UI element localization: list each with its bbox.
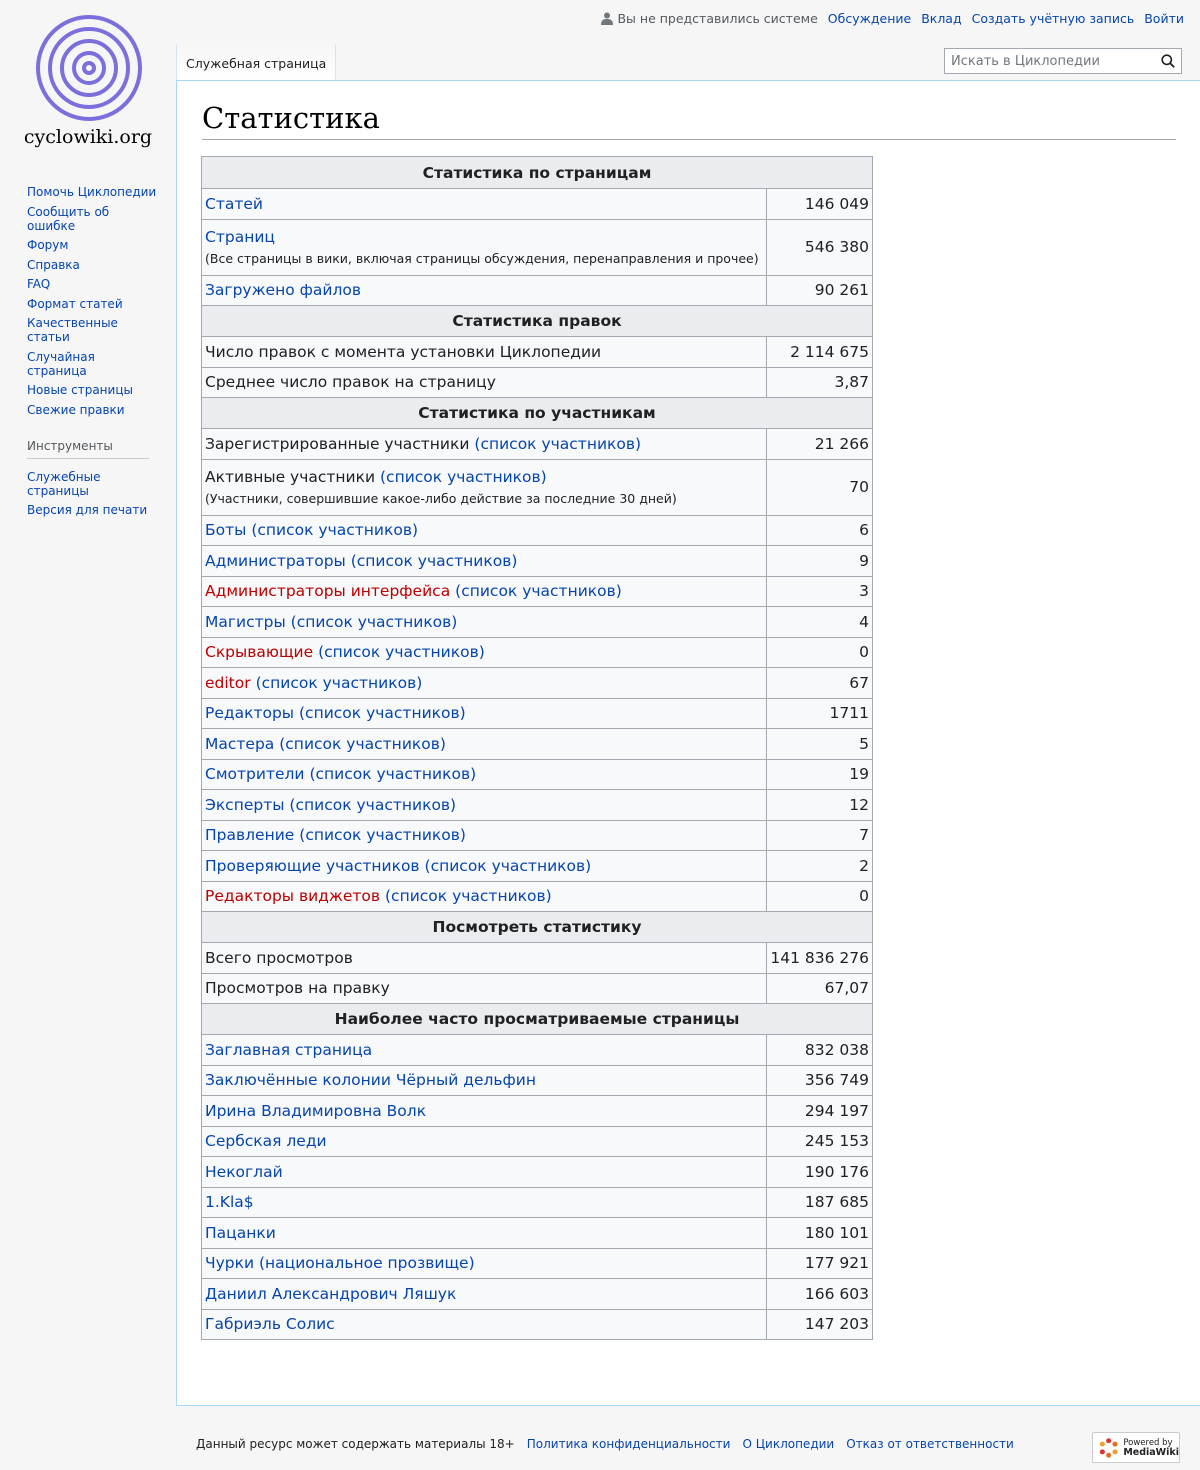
spiral-logo-icon <box>34 8 144 126</box>
table-row <box>202 515 873 546</box>
group-editors-link[interactable]: Редакторы <box>205 704 295 723</box>
sidebar-item-printable-version[interactable]: Версия для печати <box>27 503 148 517</box>
group-suppressors-link[interactable]: Скрывающие <box>205 643 314 662</box>
views-total-label: Всего просмотров <box>202 943 767 974</box>
files-count: 90 261 <box>767 275 873 306</box>
group-masters-count: 4 <box>767 607 873 638</box>
edits-total-label: Число правок с момента установки Циклопедии <box>202 337 767 368</box>
sidebar-item-forum[interactable]: Форум <box>27 238 69 252</box>
group-masters-link[interactable]: Магистры <box>205 612 286 631</box>
group-experts-link[interactable]: Эксперты <box>205 795 285 814</box>
sidebar-navigation <box>27 185 157 417</box>
group-admins-count: 9 <box>767 546 873 577</box>
personal-tools <box>601 11 1184 26</box>
mediawiki-flower-icon <box>1098 1437 1119 1459</box>
group-experts-list-link[interactable]: (список участников) <box>289 795 457 814</box>
group-suppressors-count: 0 <box>767 637 873 668</box>
table-row <box>202 546 873 577</box>
section-header-views: Посмотреть статистику <box>202 912 873 943</box>
group-editors-count: 1711 <box>767 698 873 729</box>
active-count: 70 <box>767 459 873 515</box>
table-row <box>202 1126 873 1157</box>
group-craftsmen-link[interactable]: Мастера <box>205 734 275 753</box>
group-editor-count: 67 <box>767 668 873 699</box>
sidebar-item-new-pages[interactable]: Новые страницы <box>27 383 133 397</box>
table-row <box>202 337 873 368</box>
table-row <box>202 367 873 398</box>
pages-count: 546 380 <box>767 219 873 275</box>
footer-notice: Данный ресурс может содержать материалы 18+ <box>196 1437 515 1451</box>
group-board-list-link[interactable]: (список участников) <box>299 826 466 845</box>
group-craftsmen-count: 5 <box>767 729 873 760</box>
group-widget-editors-count: 0 <box>767 881 873 912</box>
popular-page-link[interactable]: Даниил Александрович Ляшук <box>205 1284 457 1303</box>
pages-note: (Все страницы в вики, включая страницы обсуждения, перенаправления и прочее) <box>205 251 759 266</box>
sidebar-tools <box>27 470 157 518</box>
table-row <box>202 1065 873 1096</box>
table-row <box>202 668 873 699</box>
views-per-edit-value: 67,07 <box>767 973 873 1004</box>
table-row <box>202 790 873 821</box>
sidebar-item-report-error[interactable]: Сообщить об ошибке <box>27 204 110 233</box>
popular-page-views: 356 749 <box>767 1065 873 1096</box>
contributions-link[interactable]: Вклад <box>921 11 962 26</box>
popular-page-views: 166 603 <box>767 1279 873 1310</box>
table-row <box>202 1279 873 1310</box>
popular-page-views: 180 101 <box>767 1218 873 1249</box>
table-row <box>202 275 873 306</box>
group-editor-list-link[interactable]: (список участников) <box>255 673 423 692</box>
sidebar-item-special-pages[interactable]: Служебные страницы <box>27 469 101 498</box>
group-bots-link[interactable]: Боты <box>205 521 247 540</box>
popular-page-views: 832 038 <box>767 1035 873 1066</box>
table-row <box>202 576 873 607</box>
table-row <box>202 1218 873 1249</box>
popular-page-link[interactable]: Габриэль Солис <box>205 1315 335 1334</box>
about-link[interactable]: О Циклопедии <box>742 1437 835 1451</box>
site-logo[interactable] <box>0 0 176 160</box>
statistics-table <box>201 156 873 1340</box>
section-header-users: Статистика по участникам <box>202 398 873 429</box>
anon-status-text: Вы не представились системе <box>617 11 818 26</box>
group-interface-admins-count: 3 <box>767 576 873 607</box>
sidebar-item-help-cyclopedia[interactable]: Помочь Циклопедии <box>27 185 157 199</box>
registered-label: Зарегистрированные участники <box>205 434 470 453</box>
group-admins-list-link[interactable]: (список участников) <box>350 551 518 570</box>
powered-by-line1: Powered by <box>1123 1437 1173 1448</box>
views-per-edit-label: Просмотров на правку <box>202 973 767 1004</box>
table-row <box>202 729 873 760</box>
group-checkusers-list-link[interactable]: (список участников) <box>424 856 592 875</box>
popular-page-link[interactable]: Некоглай <box>205 1162 283 1181</box>
popular-page-views: 190 176 <box>767 1157 873 1188</box>
group-wardens-link[interactable]: Смотрители <box>205 765 305 784</box>
sidebar-item-faq[interactable]: FAQ <box>27 277 51 291</box>
views-total-count: 141 836 276 <box>767 943 873 974</box>
disclaimer-link[interactable]: Отказ от ответственности <box>846 1437 1014 1451</box>
group-craftsmen-list-link[interactable]: (список участников) <box>279 734 446 753</box>
group-interface-admins-list-link[interactable]: (список участников) <box>455 582 622 601</box>
table-row <box>202 429 873 460</box>
group-suppressors-list-link[interactable]: (список участников) <box>318 643 485 662</box>
section-header-popular: Наиболее часто просматриваемые страницы <box>202 1004 873 1035</box>
table-row <box>202 1187 873 1218</box>
registered-list-link[interactable]: (список участников) <box>474 434 642 453</box>
sidebar-item-article-format[interactable]: Формат статей <box>27 296 123 311</box>
tools-heading: Инструменты <box>27 439 149 459</box>
group-wardens-count: 19 <box>767 759 873 790</box>
table-row <box>202 1096 873 1127</box>
table-row <box>202 759 873 790</box>
group-widget-editors-list-link[interactable]: (список участников) <box>385 887 552 906</box>
group-wardens-list-link[interactable]: (список участников) <box>309 765 477 784</box>
table-row <box>202 820 873 851</box>
registered-count: 21 266 <box>767 429 873 460</box>
group-checkusers-count: 2 <box>767 851 873 882</box>
table-row <box>202 851 873 882</box>
popular-page-link[interactable]: Заглавная страница <box>205 1040 373 1059</box>
search-input[interactable] <box>945 49 1157 73</box>
group-experts-count: 12 <box>767 790 873 821</box>
search-box <box>944 48 1182 74</box>
pages-link[interactable]: Страниц <box>205 228 275 246</box>
powered-by-text <box>1123 1439 1179 1457</box>
table-row <box>202 459 873 515</box>
edits-total-count: 2 114 675 <box>767 337 873 368</box>
table-row <box>202 1309 873 1340</box>
articles-count: 146 049 <box>767 189 873 220</box>
active-note: (Участники, совершившие какое-либо действие за последние 30 дней) <box>205 491 677 506</box>
page-title: Статистика <box>202 101 1176 140</box>
table-row <box>202 1035 873 1066</box>
sidebar-item-random-page[interactable]: Случайная страница <box>27 349 95 378</box>
powered-by-mediawiki-badge[interactable] <box>1092 1432 1180 1463</box>
search-icon[interactable] <box>1161 54 1175 68</box>
talk-link[interactable]: Обсуждение <box>827 11 912 26</box>
privacy-policy-link[interactable]: Политика конфиденциальности <box>526 1437 731 1451</box>
table-row <box>202 698 873 729</box>
popular-page-link[interactable]: Пацанки <box>205 1223 276 1242</box>
create-account-link[interactable]: Создать учётную запись <box>971 11 1135 26</box>
popular-page-views: 147 203 <box>767 1309 873 1340</box>
powered-by-line2: MediaWiki <box>1123 1446 1179 1458</box>
group-admins-link[interactable]: Администраторы <box>205 551 346 570</box>
sidebar-item-quality-articles[interactable]: Качественные статьи <box>27 316 118 344</box>
table-row <box>202 607 873 638</box>
section-header-pages: Статистика по страницам <box>202 157 873 189</box>
popular-page-link[interactable]: Сербская леди <box>205 1132 327 1151</box>
active-list-link[interactable]: (список участников) <box>380 468 547 486</box>
footer <box>196 1437 1014 1451</box>
edits-avg-value: 3,87 <box>767 367 873 398</box>
edits-avg-label: Среднее число правок на страницу <box>202 367 767 398</box>
popular-page-views: 245 153 <box>767 1126 873 1157</box>
popular-page-views: 187 685 <box>767 1187 873 1218</box>
table-row <box>202 943 873 974</box>
table-row <box>202 189 873 220</box>
logo-text: cyclowiki.org <box>23 126 153 148</box>
group-widget-editors-link[interactable]: Редакторы виджетов <box>205 887 381 906</box>
tab-special-page[interactable]: Служебная страница <box>176 44 336 80</box>
content-area <box>176 80 1200 1406</box>
sidebar-item-recent-changes[interactable]: Свежие правки <box>27 402 125 417</box>
table-row <box>202 881 873 912</box>
group-masters-list-link[interactable]: (список участников) <box>290 612 458 631</box>
group-checkusers-link[interactable]: Проверяющие участников <box>205 856 420 875</box>
anon-status <box>601 11 817 26</box>
login-link[interactable]: Войти <box>1144 11 1184 26</box>
files-link[interactable]: Загружено файлов <box>205 281 361 300</box>
popular-page-link[interactable]: Чурки (национальное прозвище) <box>205 1254 475 1273</box>
table-row <box>202 1157 873 1188</box>
sidebar <box>27 185 157 523</box>
popular-page-link[interactable]: Заключённые колонии Чёрный дельфин <box>205 1071 536 1090</box>
group-editors-list-link[interactable]: (список участников) <box>299 704 466 723</box>
group-board-link[interactable]: Правление <box>205 826 295 845</box>
popular-page-views: 177 921 <box>767 1248 873 1279</box>
popular-page-views: 294 197 <box>767 1096 873 1127</box>
group-editor-link[interactable]: editor <box>205 673 251 692</box>
group-bots-list-link[interactable]: (список участников) <box>251 521 419 540</box>
popular-page-link[interactable]: Ирина Владимировна Волк <box>205 1101 427 1120</box>
table-row <box>202 637 873 668</box>
table-row <box>202 973 873 1004</box>
user-icon <box>601 12 613 25</box>
table-row <box>202 219 873 275</box>
group-interface-admins-link[interactable]: Администраторы интерфейса <box>205 582 451 601</box>
popular-page-link[interactable]: 1.Kla$ <box>205 1193 254 1212</box>
group-board-count: 7 <box>767 820 873 851</box>
section-header-edits: Статистика правок <box>202 306 873 337</box>
sidebar-item-help[interactable]: Справка <box>27 257 80 272</box>
active-label: Активные участники <box>205 468 376 486</box>
articles-link[interactable]: Статей <box>205 194 263 213</box>
group-bots-count: 6 <box>767 515 873 546</box>
table-row <box>202 1248 873 1279</box>
